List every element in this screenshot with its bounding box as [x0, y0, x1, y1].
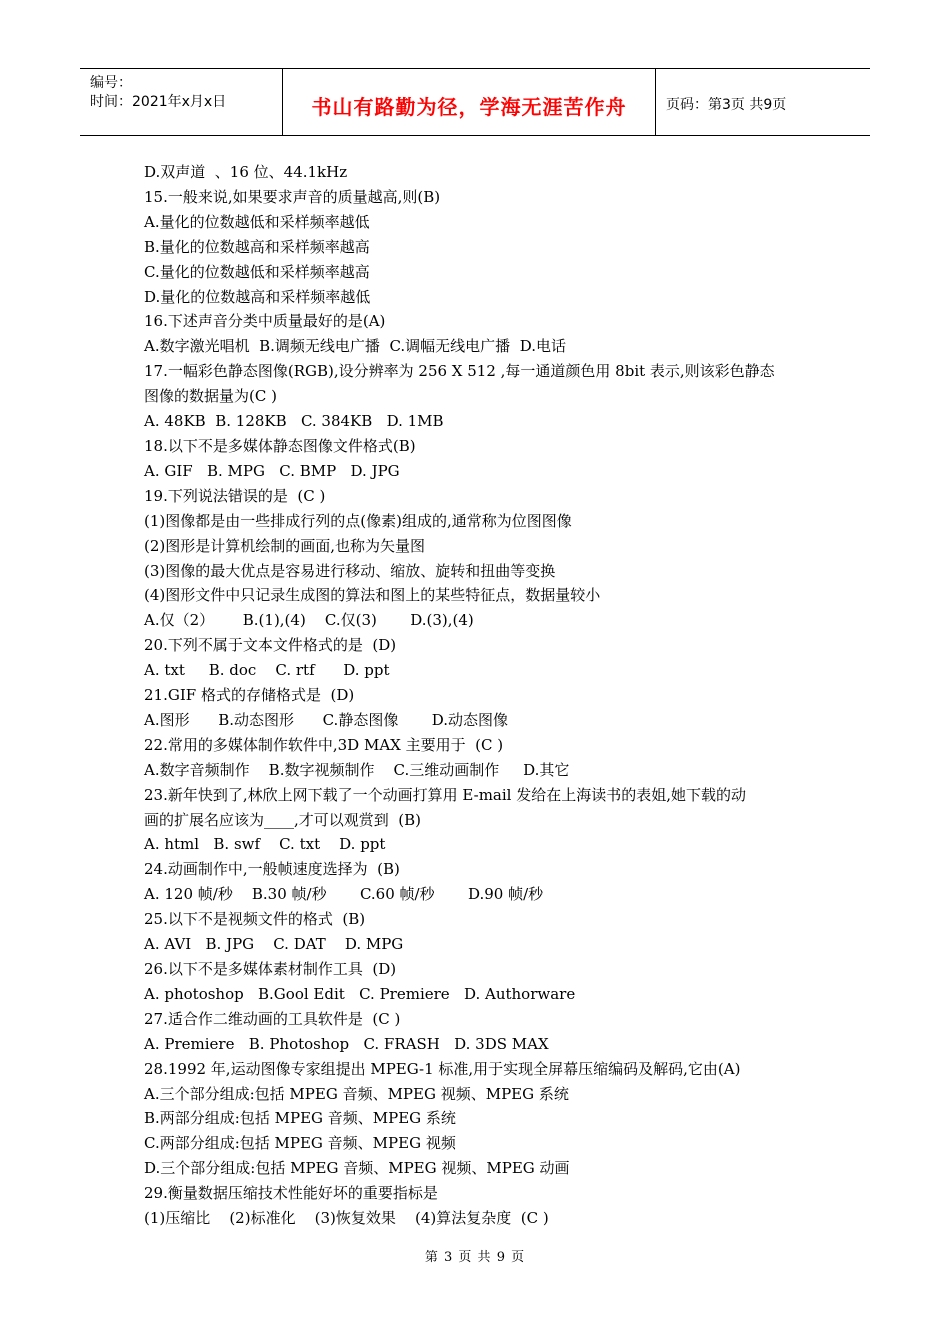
text-line: 24.动画制作中,一般帧速度选择为 (B): [144, 860, 400, 879]
text-line: A.图形 B.动态图形 C.静态图像 D.动态图像: [144, 710, 508, 729]
text-line: A.量化的位数越低和采样频率越低: [144, 212, 370, 231]
header-page-cell: [656, 69, 870, 135]
time-label: 时间：2021年x月x日: [90, 94, 227, 110]
text-line: D.双声道 、16 位、44.1kHz: [144, 163, 348, 181]
text-line: (4)图形文件中只记录生成图的算法和图上的某些特征点，数据量较小: [144, 586, 601, 605]
page-header: [80, 68, 870, 136]
text-line: (2)图形是计算机绘制的画面,也称为矢量图: [144, 536, 426, 555]
header-info-cell: [80, 69, 283, 135]
text-line: A. 120 帧/秒 B.30 帧/秒 C.60 帧/秒 D.90 帧/秒: [144, 885, 544, 904]
text-line: 画的扩展名应该为____,才可以观赏到 (B): [144, 810, 422, 829]
text-line: 19.下列说法错误的是 (C ): [144, 486, 326, 505]
text-line: 27.适合作二维动画的工具软件是 (C ): [144, 1009, 401, 1028]
text-line: A.三个部分组成:包括 MPEG 音频、MPEG 视频、MPEG 系统: [144, 1084, 569, 1103]
text-line: 28.1992 年,运动图像专家组提出 MPEG-1 标准,用于实现全屏幕压缩编码及解码,它由(A): [144, 1059, 741, 1078]
text-line: B.量化的位数越高和采样频率越高: [144, 237, 370, 256]
text-line: 18.以下不是多媒体静态图像文件格式(B): [144, 436, 416, 455]
document-body: [144, 160, 824, 1231]
text-line: 22.常用的多媒体制作软件中,3D MAX 主要用于 (C ): [144, 735, 504, 754]
text-line: (3)图像的最大优点是容易进行移动、缩放、旋转和扭曲等变换: [144, 561, 556, 580]
text-line: 16.下述声音分类中质量最好的是(A): [144, 312, 386, 331]
text-line: A.数字激光唱机 B.调频无线电广播 C.调幅无线电广播 D.电话: [144, 337, 566, 356]
text-line: A. txt B. doc C. rtf D. ppt: [144, 661, 390, 680]
text-line: C.量化的位数越低和采样频率越高: [144, 262, 370, 281]
text-line: 21.GIF 格式的存储格式是 (D): [144, 686, 355, 705]
text-line: 26.以下不是多媒体素材制作工具 (D): [144, 960, 397, 978]
text-line: 20.下列不属于文本文件格式的是 (D): [144, 636, 397, 655]
number-label: 编号：: [90, 75, 132, 91]
text-line: D.量化的位数越高和采样频率越低: [144, 287, 371, 306]
header-motto-cell: [283, 69, 656, 135]
text-line: 23.新年快到了,林欣上网下载了一个动画打算用 E-mail 发给在上海读书的表姐,她下载的动: [144, 785, 746, 804]
text-line: A. 48KB B. 128KB C. 384KB D. 1MB: [144, 412, 444, 431]
motto-text: 书山有路勤为径，学海无涯苦作舟: [311, 95, 627, 119]
text-line: (1)压缩比 (2)标准化 (3)恢复效果 (4)算法复杂度 (C ): [144, 1209, 549, 1228]
page-footer: 第 3 页 共 9 页: [424, 1250, 526, 1265]
text-line: A.数字音频制作 B.数字视频制作 C.三维动画制作 D.其它: [144, 760, 570, 779]
text-line: C.两部分组成:包括 MPEG 音频、MPEG 视频: [144, 1134, 456, 1153]
text-line: 25.以下不是视频文件的格式 (B): [144, 910, 366, 929]
text-line: A. GIF B. MPG C. BMP D. JPG: [144, 461, 400, 480]
text-line: A. photoshop B.Gool Edit C. Premiere D. Authorware: [144, 984, 576, 1003]
text-line: A. AVI B. JPG C. DAT D. MPG: [144, 935, 404, 954]
text-line: 图像的数据量为(C ): [144, 387, 277, 406]
text-line: A.仅（2） B.(1),(4) C.仅(3) D.(3),(4): [144, 611, 474, 630]
text-line: 17.一幅彩色静态图像(RGB),设分辨率为 256 X 512 ,每一通道颜色用 8bit 表示,则该彩色静态: [144, 362, 775, 381]
text-line: D.三个部分组成:包括 MPEG 音频、MPEG 视频、MPEG 动画: [144, 1159, 570, 1178]
text-line: 15.一般来说,如果要求声音的质量越高,则(B): [144, 187, 441, 206]
page-number-label: 页码：第3页 共9页: [666, 97, 787, 113]
text-line: A. html B. swf C. txt D. ppt: [144, 835, 386, 854]
text-line: (1)图像都是由一些排成行列的点(像素)组成的,通常称为位图图像: [144, 511, 572, 530]
text-line: 29.衡量数据压缩技术性能好坏的重要指标是: [144, 1184, 438, 1203]
text-line: A. Premiere B. Photoshop C. FRASH D. 3DS MAX: [144, 1034, 549, 1053]
text-line: B.两部分组成:包括 MPEG 音频、MPEG 系统: [144, 1109, 456, 1128]
